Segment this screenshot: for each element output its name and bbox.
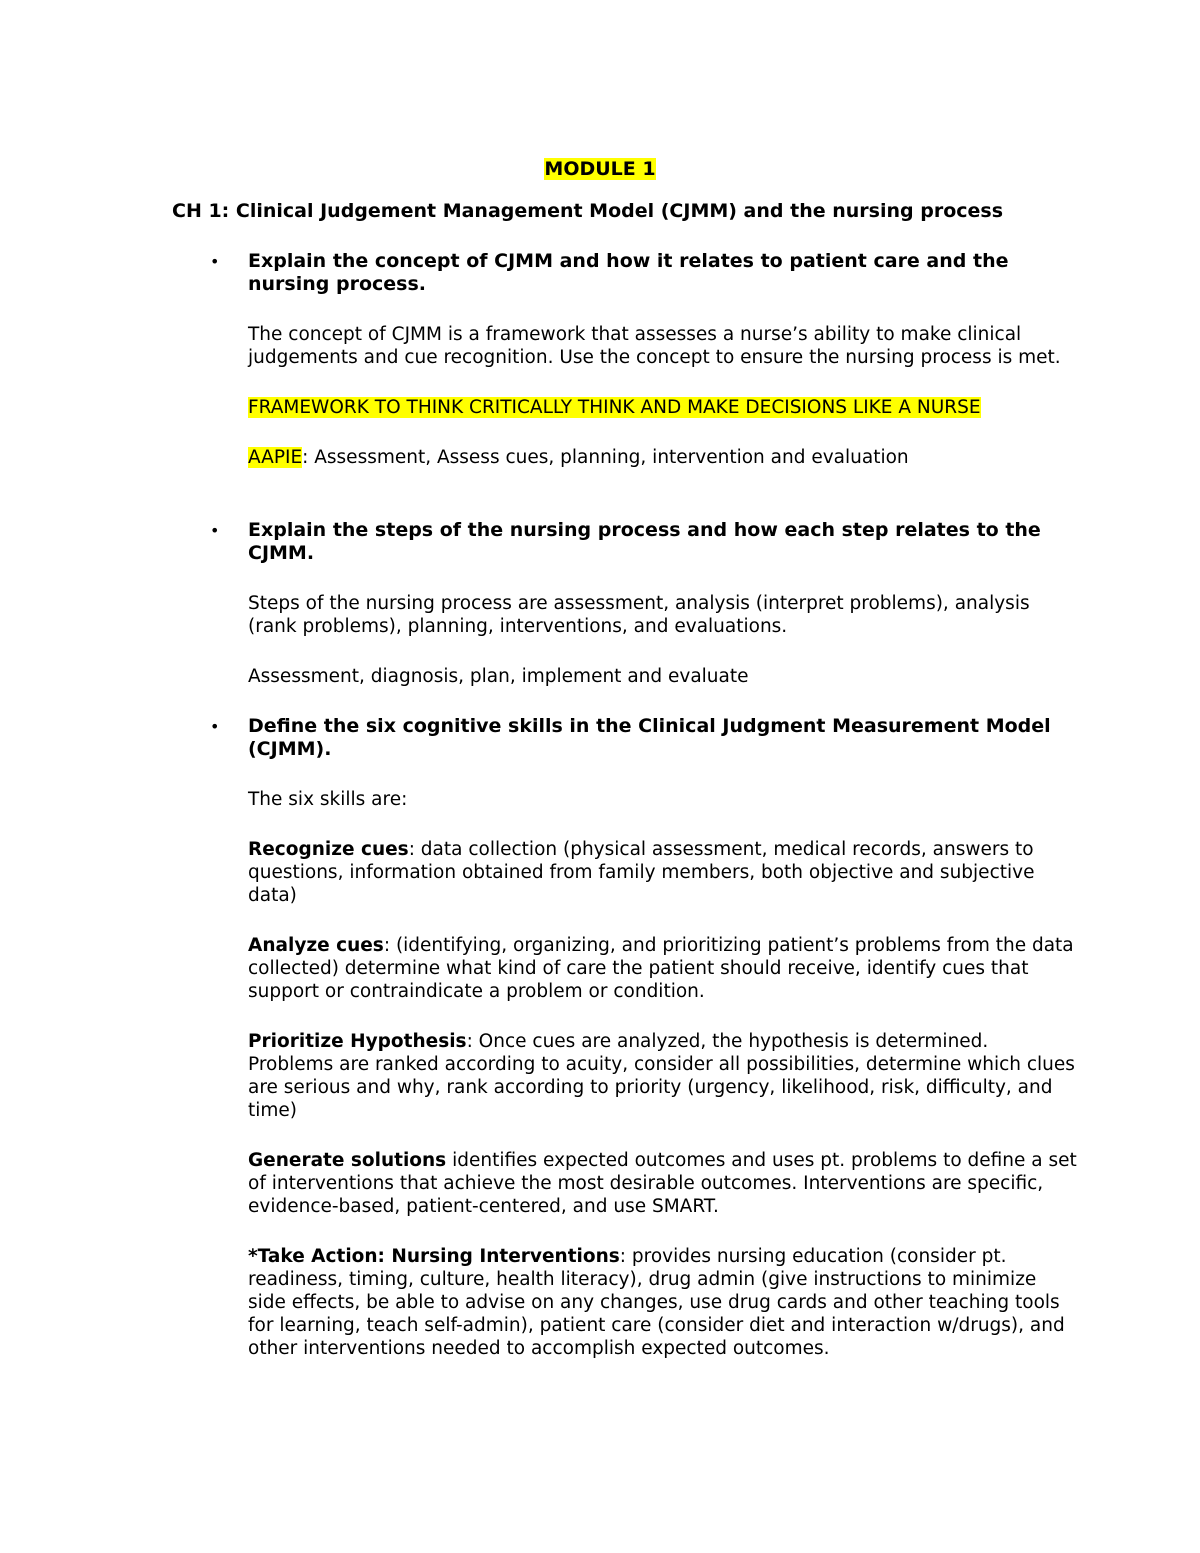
skill-term: Generate solutions: [248, 1150, 447, 1171]
question-heading: Explain the concept of CJMM and how it relates to patient care and the nursing process.: [248, 250, 1009, 295]
skill-description: : data collection (physical assessment, medical records, answers to questions, information obtained from family members, both objective and subjective data): [248, 839, 1035, 906]
question-heading: Explain the steps of the nursing process and how each step relates to the CJMM.: [248, 519, 1041, 564]
aapie-acronym: AAPIE: [248, 447, 303, 468]
steps-short-line: Assessment, diagnosis, plan, implement and evaluate: [248, 666, 749, 687]
skill-prioritize-hypothesis: [248, 1030, 1078, 1122]
steps-paragraph: Steps of the nursing process are assessment, analysis (interpret problems), analysis (rank problems), planning, interventions, and evaluations.: [248, 593, 1030, 637]
bullet-icon: •: [210, 252, 220, 271]
skill-description: : Once cues are analyzed, the hypothesis is determined. Problems are ranked according to acuity, consider all possibilities, determine which clues are serious and why, rank according to priority (urgency, likelihood, risk, difficulty, and time): [248, 1031, 1075, 1121]
section-nursing-process-steps: [210, 519, 1078, 688]
skill-description: identifies expected outcomes and uses pt. problems to define a set of interventions that achieve the most desirable outcomes. Interventions are specific, evidence-based, patient-centered, and use SMART.: [248, 1150, 1077, 1217]
highlighted-framework-line: [248, 396, 1078, 419]
skill-generate-solutions: [248, 1149, 1078, 1218]
skill-term: Recognize cues: [248, 839, 409, 860]
module-title: [0, 157, 1200, 182]
concept-paragraph: The concept of CJMM is a framework that assesses a nurse’s ability to make clinical judgements and cue recognition. Use the concept to ensure the nursing process is met.: [248, 324, 1061, 368]
skill-analyze-cues: [248, 934, 1078, 1003]
module-title-text: MODULE 1: [544, 158, 656, 180]
skill-term: Prioritize Hypothesis: [248, 1031, 467, 1052]
skill-recognize-cues: [248, 838, 1078, 907]
bullet-icon: •: [210, 717, 220, 736]
skills-intro: The six skills are:: [248, 789, 408, 810]
question-heading: Define the six cognitive skills in the Clinical Judgment Measurement Model (CJMM).: [248, 715, 1051, 760]
aapie-definition: : Assessment, Assess cues, planning, intervention and evaluation: [302, 447, 909, 468]
chapter-heading: CH 1: Clinical Judgement Management Model (CJMM) and the nursing process: [172, 200, 1004, 222]
skill-description: : (identifying, organizing, and prioritizing patient’s problems from the data collected) determine what kind of care the patient should receive, identify cues that support or contraindicate a problem or condition.: [248, 935, 1074, 1002]
section-six-cognitive-skills: [210, 715, 1078, 1360]
skill-term: Analyze cues: [248, 935, 384, 956]
aapie-line: [248, 446, 1078, 469]
section-cjmm-concept: [210, 250, 1078, 469]
bullet-icon: •: [210, 521, 220, 540]
skill-description: : provides nursing education (consider pt. readiness, timing, culture, health literacy), drug admin (give instructions to minimize side effects, be able to advise on any changes, use drug cards and other teaching tools for learning, teach self-admin), patient care (consider diet and interaction w/drugs), and other interventions needed to accomplish expected outcomes.: [248, 1246, 1065, 1359]
skill-take-action: [248, 1245, 1078, 1360]
skill-term: *Take Action: Nursing Interventions: [248, 1246, 620, 1267]
framework-highlight-text: FRAMEWORK TO THINK CRITICALLY THINK AND MAKE DECISIONS LIKE A NURSE: [248, 397, 981, 418]
